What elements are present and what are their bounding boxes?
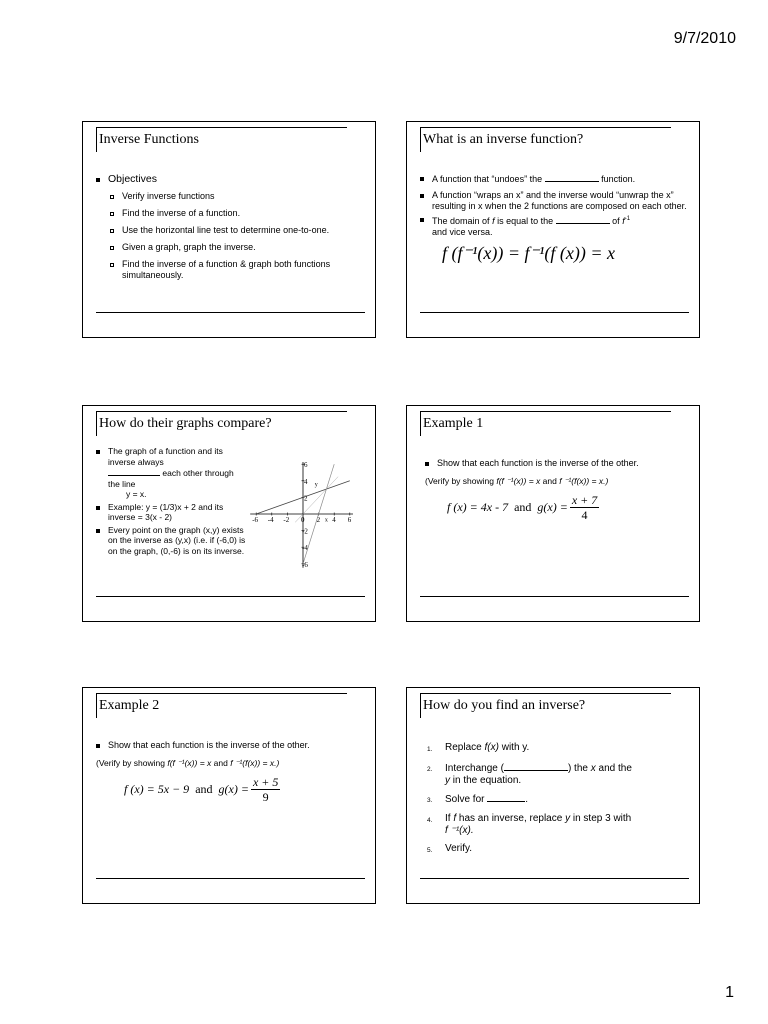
inverse-equation: f (f⁻¹(x)) = f⁻¹(f (x)) = x bbox=[442, 243, 616, 263]
slide-content bbox=[96, 446, 246, 556]
footer-line bbox=[96, 878, 365, 879]
list-item: Given a graph, graph the inverse. bbox=[110, 242, 365, 257]
slide-example-1 bbox=[406, 405, 700, 622]
example-equation: f (x) = 4x - 7 and g(x) = $\frac{x + 7}{4}$ bbox=[447, 493, 598, 522]
y-tick-label: -2 bbox=[302, 527, 308, 536]
list-item: 4. If f has an inverse, replace y in step 3 with f ⁻¹(x). bbox=[427, 813, 632, 836]
x-tick-label: -4 bbox=[267, 516, 274, 524]
verify-note: (Verify by showing f(f ⁻¹(x)) = x and f ⁻¹(f(x)) = x.) bbox=[425, 476, 609, 486]
fraction: $\frac{x + 7}{4}$ bbox=[571, 493, 598, 522]
inverse-graph bbox=[247, 462, 353, 580]
y-tick-label: -6 bbox=[302, 560, 308, 569]
list-item: The graph of a function and its inverse always each other through the line y = x. bbox=[96, 446, 246, 500]
list-item: Show that each function is the inverse of the other. bbox=[425, 458, 689, 473]
x-tick-label: 4 bbox=[332, 516, 336, 524]
footer-line bbox=[420, 312, 689, 313]
list-item: The domain of f is equal to the of $f^{-1}$ and vice versa. bbox=[420, 214, 689, 238]
slide-title: How do their graphs compare? bbox=[99, 416, 272, 431]
fill-blank bbox=[108, 467, 160, 476]
bullet-icon bbox=[96, 178, 100, 182]
hollow-bullet-icon bbox=[110, 212, 114, 216]
list-item: Every point on the graph (x,y) exists on the inverse as (y,x) (i.e. if (-6,0) is on the graph, (0,-6) is on its inverse. bbox=[96, 525, 246, 557]
slide-content bbox=[420, 173, 689, 263]
x-label: x bbox=[324, 517, 328, 524]
slide-find-inverse bbox=[406, 687, 700, 904]
y-tick-label: 4 bbox=[304, 477, 308, 486]
list-item: A function “wraps an x” and the inverse would “unwrap the x” resulting in x when the 2 functions are composed on each other. bbox=[420, 190, 689, 212]
fill-blank bbox=[545, 173, 599, 182]
fill-blank bbox=[487, 793, 525, 802]
hollow-bullet-icon bbox=[110, 195, 114, 199]
slide-title: Inverse Functions bbox=[99, 132, 199, 147]
list-item: A function that “undoes” the function. bbox=[420, 173, 689, 188]
y-tick-label: 6 bbox=[304, 462, 308, 470]
list-item: Verify inverse functions bbox=[110, 191, 365, 206]
hollow-bullet-icon bbox=[110, 263, 114, 267]
footer-line bbox=[96, 596, 365, 597]
objective-list bbox=[110, 191, 365, 281]
y-equals-x-label: y bbox=[314, 481, 318, 488]
hollow-bullet-icon bbox=[110, 246, 114, 250]
slide-example-2 bbox=[82, 687, 376, 904]
fill-blank bbox=[504, 762, 568, 771]
bullet-icon bbox=[96, 506, 100, 510]
verify-note: (Verify by showing f(f ⁻¹(x)) = x and f ⁻¹(f(x)) = x.) bbox=[96, 758, 280, 768]
x-tick-label: 6 bbox=[347, 516, 352, 524]
list-item: 1. Replace f(x) with y. bbox=[427, 742, 530, 753]
hollow-bullet-icon bbox=[110, 229, 114, 233]
bullet-icon bbox=[420, 218, 424, 222]
footer-line bbox=[96, 312, 365, 313]
list-item: 2. Interchange ( ) the x and the y in the equation. bbox=[427, 763, 632, 786]
slide-content bbox=[96, 740, 365, 804]
list-item: Example: y = (1/3)x + 2 and its inverse = 3(x - 2) bbox=[96, 502, 246, 523]
y-tick-label: -4 bbox=[302, 544, 308, 553]
fill-blank bbox=[556, 215, 610, 224]
objectives-heading: Objectives bbox=[96, 174, 365, 189]
x-tick-label: -6 bbox=[252, 516, 259, 524]
page-date: 9/7/2010 bbox=[673, 30, 736, 47]
slide-title: Example 1 bbox=[423, 416, 484, 431]
example-equation: f (x) = 5x − 9 and g(x) = $\frac{x + 5}{9}$ bbox=[124, 775, 279, 804]
bullet-icon bbox=[420, 194, 424, 198]
footer-line bbox=[420, 596, 689, 597]
y-tick-label: 2 bbox=[304, 494, 308, 503]
footer-line bbox=[420, 878, 689, 879]
x-tick-label: -2 bbox=[283, 516, 290, 524]
fraction: $\frac{x + 5}{9}$ bbox=[252, 775, 279, 804]
bullet-icon bbox=[96, 529, 100, 533]
slide-title: How do you find an inverse? bbox=[423, 698, 586, 713]
slide-title: Example 2 bbox=[99, 698, 160, 713]
slide-inverse-functions bbox=[82, 121, 376, 338]
steps-list bbox=[427, 742, 689, 863]
bullet-icon bbox=[96, 450, 100, 454]
list-item: Find the inverse of a function. bbox=[110, 208, 365, 223]
bullet-icon bbox=[96, 744, 100, 748]
slide-title: What is an inverse function? bbox=[423, 132, 584, 147]
page-number: 1 bbox=[725, 984, 734, 1001]
slide-what-is-inverse bbox=[406, 121, 700, 338]
x-tick-label: 2 bbox=[316, 516, 321, 524]
list-item: Find the inverse of a function & graph both functions simultaneously. bbox=[110, 259, 365, 281]
slide-content bbox=[425, 458, 689, 522]
list-item: Use the horizontal line test to determine one-to-one. bbox=[110, 225, 365, 240]
slide-content bbox=[96, 174, 365, 281]
list-item: 5. Verify. bbox=[427, 843, 473, 854]
x-tick-label: 0 bbox=[301, 516, 305, 524]
bullet-icon bbox=[420, 177, 424, 181]
slide-graphs-compare bbox=[82, 405, 376, 622]
list-item: Show that each function is the inverse of the other. bbox=[96, 740, 365, 755]
list-item: 3. Solve for . bbox=[427, 794, 529, 805]
bullet-icon bbox=[425, 462, 429, 466]
